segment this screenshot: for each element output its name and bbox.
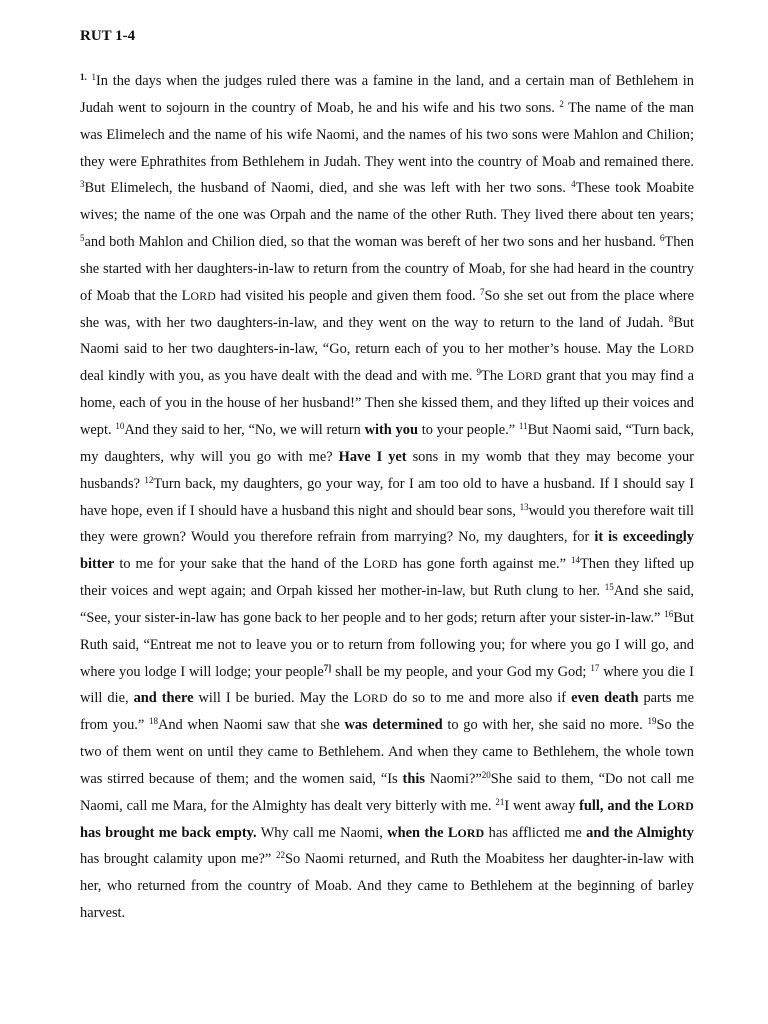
- verse-number: 11: [518, 420, 528, 431]
- bold-emphasis: has brought me back empty.: [80, 824, 257, 841]
- verse-text: to your people.”: [417, 421, 516, 438]
- verse-text: So she set out from the place where she was, with her two daughters-in-law, and they went on the way to return to the land of Judah.: [80, 287, 694, 331]
- verse-number: 3: [80, 179, 85, 190]
- verse-number: 8: [668, 313, 674, 324]
- footnote-marker: 7]: [323, 662, 332, 673]
- small-caps-text: ORD: [667, 798, 694, 813]
- verse-number: 7: [479, 286, 485, 297]
- bold-emphasis: full, and the L: [579, 797, 668, 814]
- verse-number: 14: [570, 555, 580, 566]
- verse-text: And they said to her, “No, we will return: [124, 421, 365, 438]
- verse-text: But Naomi said, “Turn back, my daughters, why will you go with me?: [80, 421, 694, 465]
- verse-number: 5: [80, 233, 85, 244]
- verse-text: and both Mahlon and Chilion died, so that the woman was bereft of her two sons and her husband.: [84, 234, 657, 251]
- verse-text: Then they lifted up their voices and wept again; and Orpah kissed her mother-in-law, but Ruth clung to her.: [80, 556, 694, 600]
- bold-emphasis: was determined: [344, 717, 443, 734]
- verse-number: 17: [590, 662, 600, 673]
- verse-text: to me for your sake that the hand of the L: [114, 556, 373, 573]
- verse-text: These took Moabite wives; the name of the one was Orpah and the name of the other Ruth. They lived there about ten years;: [80, 180, 694, 224]
- bold-emphasis: and the Almighty: [586, 824, 694, 841]
- verse-text: But Elimelech, the husband of Naomi, died, and she was left with her two sons.: [84, 180, 566, 197]
- bold-emphasis: Have I yet: [338, 448, 407, 465]
- verse-text: has gone forth against me.”: [397, 556, 566, 573]
- verse-number: 15: [604, 582, 614, 593]
- verse-text: She said to them, “Do not call me Naomi, call me Mara, for the Almighty has dealt very bitterly with me.: [80, 770, 694, 814]
- bold-emphasis: and there: [133, 690, 194, 707]
- document-title: RUT 1-4: [80, 28, 136, 44]
- passage-paragraph: [80, 68, 694, 927]
- verse-number: 6: [659, 233, 665, 244]
- verse-number: 12: [144, 474, 154, 485]
- verse-text: has brought calamity upon me?”: [80, 851, 272, 868]
- bold-emphasis: even death: [571, 690, 639, 707]
- verse-number: 16: [664, 608, 674, 619]
- verse-text: I went away: [504, 797, 580, 814]
- verse-number: 21: [495, 796, 505, 807]
- small-caps-text: ORD: [516, 369, 542, 384]
- verse-number: 13: [519, 501, 529, 512]
- bold-emphasis: with you: [364, 421, 418, 438]
- verse-text: would you therefore wait till they were grown? Would you therefore refrain from marrying? No, my daughters, for: [80, 502, 694, 546]
- small-caps-text: ORD: [362, 691, 388, 706]
- bold-emphasis: it is exceedingly bitter: [80, 529, 694, 573]
- verse-number: 4: [571, 179, 576, 190]
- verse-number: 18: [148, 716, 158, 727]
- verse-text: parts me from you.”: [80, 690, 695, 734]
- small-caps-text: ORD: [668, 342, 694, 357]
- small-caps-text: ORD: [372, 557, 398, 572]
- verse-text: to go with her, she said no more.: [442, 717, 643, 734]
- verse-number: 1: [91, 72, 96, 82]
- verse-text: So Naomi returned, and Ruth the Moabitess her daughter-in-law with her, who returned from the country of Moab. And they came to Bethlehem at the beginning of barley harvest.: [80, 851, 694, 922]
- verse-text: will I be buried. May the L: [193, 690, 363, 707]
- verse-text: has afflicted me: [484, 824, 587, 841]
- verse-text: had visited his people and given them food.: [216, 287, 476, 304]
- verse-number: 2: [559, 98, 564, 109]
- verse-text: The name of the man was Elimelech and the name of his wife Naomi, and the names of his two sons were Mahlon and Chilion; they were Ephrathites from Bethlehem in Judah. They went into the country of Moab and remained there.: [80, 99, 694, 170]
- verse-text: Naomi?”: [424, 770, 482, 787]
- verse-text: shall be my people, and your God my God;: [331, 663, 587, 680]
- verse-number: 22: [275, 850, 285, 861]
- verse-number: 20: [481, 769, 491, 780]
- verse-number: 19: [647, 716, 657, 727]
- small-caps-text: ORD: [190, 288, 216, 303]
- verse-text: deal kindly with you, as you have dealt with the dead and with me.: [80, 368, 473, 385]
- verse-text: do so to me and more also if: [387, 690, 572, 707]
- chapter-marker: 1.: [80, 72, 87, 82]
- small-caps-text: ORD: [457, 825, 485, 840]
- bold-emphasis: this: [402, 770, 425, 787]
- verse-text: Turn back, my daughters, go your way, for I am too old to have a husband. If I should say I have hope, even if I should have a husband this night and should bear sons,: [80, 475, 694, 519]
- verse-number: 10: [115, 420, 125, 431]
- verse-text: Then she started with her daughters-in-law to return from the country of Moab, for she had heard in the country of Moab that the L: [80, 234, 694, 304]
- verse-text: The L: [481, 368, 517, 385]
- verse-text: Why call me Naomi,: [256, 824, 388, 841]
- verse-text: But Naomi said to her two daughters-in-law, “Go, return each of you to her mother’s house. May the L: [80, 314, 694, 358]
- verse-text: And she said, “See, your sister-in-law has gone back to her people and to her gods; return after your sister-in-law.”: [80, 583, 694, 626]
- bold-emphasis: when the L: [387, 824, 458, 841]
- verse-text: grant that you may find a home, each of you in the house of her husband!” Then she kissed them, and they lifted up their voices and wept.: [80, 368, 695, 438]
- verse-text: And when Naomi saw that she: [157, 717, 345, 734]
- verse-text: So the two of them went on until they came to Bethlehem. And when they came to Bethlehem, the whole town was stirred because of them; and the women said, “Is: [80, 717, 694, 787]
- verse-text: where you die I will die,: [80, 663, 694, 707]
- document-page: [80, 26, 694, 927]
- verse-text: In the days when the judges ruled there was a famine in the land, and a certain man of Bethlehem in Judah went to sojourn in the country of Moab, he and his wife and his two sons.: [80, 73, 694, 116]
- verse-text: But Ruth said, “Entreat me not to leave you or to return from following you; for where you go I will go, and where you lodge I will lodge; your people: [80, 609, 694, 680]
- verse-text: sons in my womb that they may become your husbands?: [80, 448, 694, 492]
- verse-number: 9: [476, 367, 482, 378]
